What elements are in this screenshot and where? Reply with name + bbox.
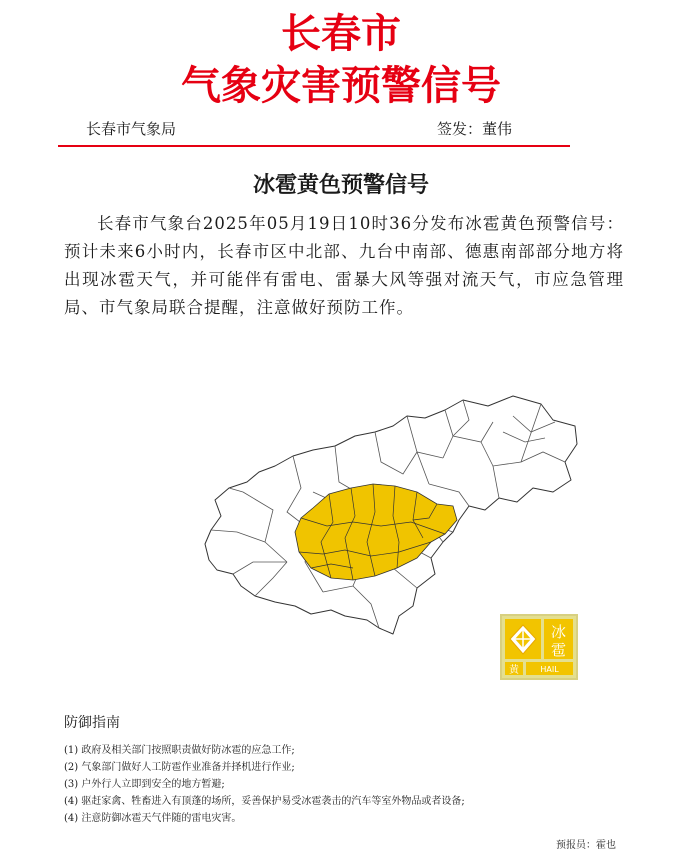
guidance-item: (1) 政府及相关部门按照职责做好防冰雹的应急工作; [64,745,295,756]
signal-body-text: 长春市气象台2025年05月19日10时36分发布冰雹黄色预警信号：预计未来6小时内，长春市区中北部、九台中南部、德惠南部部分地方将出现冰雹天气，并可能伴有雷电、雷暴大风等强对流天气，市应急管理局、市气象局联合提醒，注意做好预防工作。 [64,214,624,317]
badge-char-top: 冰 [550,623,567,641]
guidance-item: (3) 户外行人立即到安全的地方暂避; [64,779,225,790]
header-divider [58,145,570,147]
forecaster-label: 预报员：霍也 [556,840,616,851]
hail-warning-icon [502,616,576,678]
document-subtitle: 气象灾害预警信号 [181,63,501,109]
signer-label: 签发：董伟 [437,120,513,138]
document-title: 长春市 [281,11,401,57]
guidance-title: 防御指南 [64,715,120,731]
warning-area-map [203,392,581,642]
badge-label: HAIL [540,665,559,674]
guidance-item: (2) 气象部门做好人工防雹作业准备并择机进行作业; [64,762,295,773]
guidance-item: (4) 驱赶家禽、牲畜进入有顶蓬的场所，妥善保护易受冰雹袭击的汽车等室外物品或者设备; [64,796,465,807]
guidance-list [64,742,624,827]
hail-yellow-warning-badge [500,614,578,680]
badge-corner-char: 黄 [509,665,519,676]
badge-char-mid: 雹 [550,641,567,659]
signal-title: 冰雹黄色预警信号 [252,173,429,198]
issuer-label: 长春市气象局 [86,120,177,138]
guidance-item: (4) 注意防御冰雹天气伴随的雷电灾害。 [64,813,242,824]
